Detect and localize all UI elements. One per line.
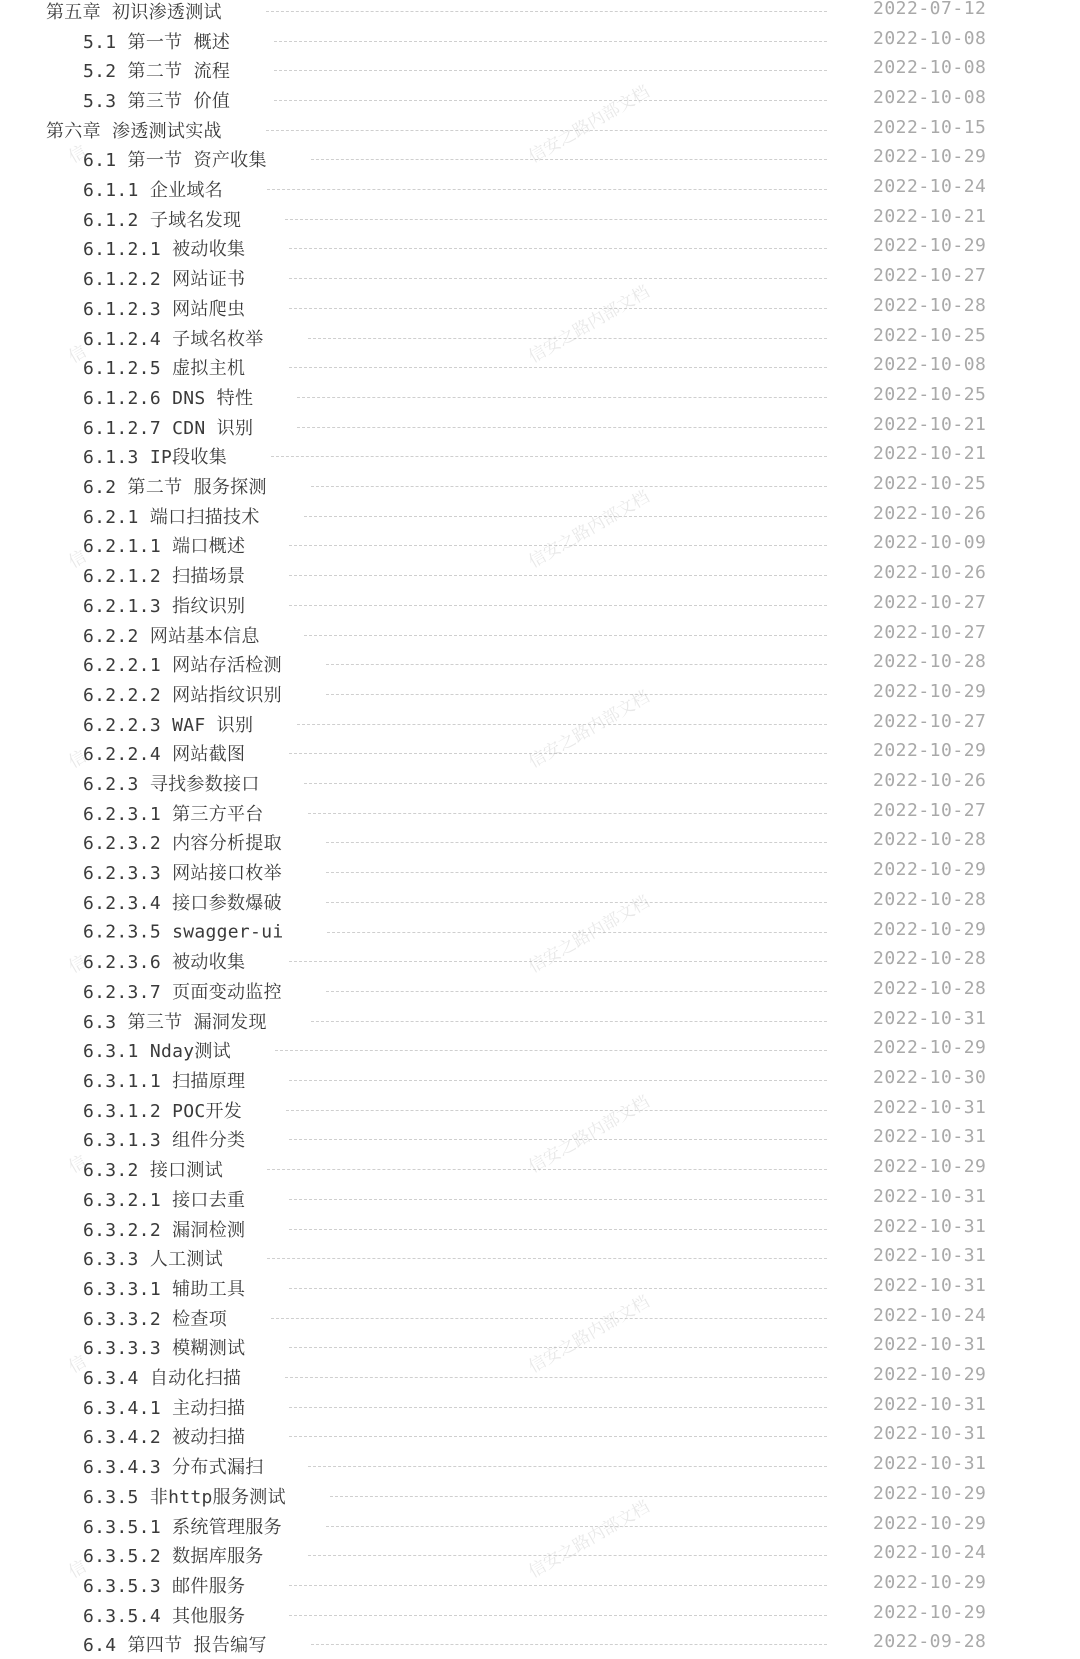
toc-entry-title[interactable]: 6.2.3.4 接口参数爆破 [83,889,282,915]
toc-leader-dots [274,41,827,42]
toc-entry-title[interactable]: 5.1 第一节 概述 [83,28,230,54]
watermark-fragment: 信 [63,947,90,977]
toc-entry-title[interactable]: 6.3.4.3 分布式漏扫 [83,1453,264,1479]
toc-leader-dots [326,991,827,992]
toc-entry[interactable] [0,1333,1080,1363]
toc-leader-dots [267,189,827,190]
watermark-text: 信安之路内部文档 [523,483,653,573]
toc-entry[interactable] [0,412,1080,442]
toc-entry[interactable] [0,85,1080,115]
toc-entry-title[interactable]: 6.2.3.5 swagger-ui [83,921,283,942]
toc-leader-dots [289,1436,827,1437]
toc-leader-dots [289,248,827,249]
toc-entry[interactable] [0,55,1080,85]
toc-entry-title[interactable]: 6.3.4.2 被动扫描 [83,1423,245,1449]
toc-entry-date: 2022-10-29 [873,1572,986,1593]
toc-entry-date: 2022-10-29 [873,1037,986,1058]
toc-entry-date: 2022-10-21 [873,443,986,464]
toc-leader-dots [267,1258,827,1259]
toc-entry-date: 2022-10-24 [873,1305,986,1326]
toc-entry-date: 2022-10-29 [873,146,986,167]
toc-entry[interactable] [0,560,1080,590]
toc-entry[interactable] [0,1600,1080,1630]
toc-entry[interactable] [0,1303,1080,1333]
toc-entry[interactable] [0,679,1080,709]
toc-entry-date: 2022-10-21 [873,206,986,227]
toc-entry-date: 2022-10-31 [873,1275,986,1296]
toc-entry-title[interactable]: 6.3.2.2 漏洞检测 [83,1216,245,1242]
toc-entry-title[interactable]: 第六章 渗透测试实战 [46,117,222,143]
toc-entry-date: 2022-10-31 [873,1245,986,1266]
toc-leader-dots [289,605,827,606]
toc-entry-title[interactable]: 6.1.2.4 子域名枚举 [83,325,264,351]
toc-entry-date: 2022-10-26 [873,562,986,583]
toc-entry[interactable] [0,115,1080,145]
toc-entry[interactable] [0,145,1080,175]
toc-leader-dots [266,130,827,131]
toc-leader-dots [308,813,827,814]
watermark-text: 信安之路内部文档 [523,1493,653,1583]
toc-entry-date: 2022-07-12 [873,0,986,19]
toc-entry-date: 2022-10-31 [873,1334,986,1355]
toc-entry[interactable] [0,1540,1080,1570]
toc-leader-dots [266,11,827,12]
toc-entry-title[interactable]: 6.2.2.3 WAF 识别 [83,711,253,737]
watermark-text: 信安之路内部文档 [523,1088,653,1178]
toc-leader-dots [289,575,827,576]
toc-entry-date: 2022-10-29 [873,1513,986,1534]
toc-entry-title[interactable]: 6.3.1.1 扫描原理 [83,1067,245,1093]
toc-entry[interactable] [0,352,1080,382]
toc-entry[interactable] [0,828,1080,858]
toc-leader-dots [285,1377,827,1378]
toc-entry[interactable] [0,382,1080,412]
toc-entry-date: 2022-10-27 [873,622,986,643]
watermark-fragment: 信 [63,1347,90,1377]
toc-entry-title[interactable]: 6.2.2.1 网站存活检测 [83,651,282,677]
toc-leader-dots [311,1644,827,1645]
toc-entry-title[interactable]: 6.2.1.2 扫描场景 [83,562,245,588]
toc-entry-title[interactable]: 6.2.3.2 内容分析提取 [83,829,282,855]
toc-leader-dots [289,753,827,754]
toc-entry-date: 2022-10-31 [873,1126,986,1147]
toc-entry-title[interactable]: 6.3.2 接口测试 [83,1156,223,1182]
toc-entry[interactable] [0,1065,1080,1095]
toc-entry[interactable] [0,1362,1080,1392]
toc-entry-title[interactable]: 6.3.5 非http服务测试 [83,1483,286,1509]
toc-leader-dots [289,367,827,368]
toc-leader-dots [289,1585,827,1586]
toc-entry[interactable] [0,1570,1080,1600]
watermark-fragment: 信 [63,1147,90,1177]
toc-entry[interactable] [0,323,1080,353]
toc-entry-title[interactable]: 6.1.2 子域名发现 [83,206,241,232]
toc-leader-dots [289,1615,827,1616]
toc-entry-title[interactable]: 6.2 第二节 服务探测 [83,473,267,499]
toc-leader-dots [304,783,827,784]
toc-entry-title[interactable]: 6.1.2.6 DNS 特性 [83,384,253,410]
toc-entry-date: 2022-10-31 [873,1186,986,1207]
toc-entry-title[interactable]: 6.3 第三节 漏洞发现 [83,1008,267,1034]
toc-leader-dots [304,635,827,636]
toc-entry-title[interactable]: 6.2.3.6 被动收集 [83,948,245,974]
toc-entry-title[interactable]: 6.2.2.2 网站指纹识别 [83,681,282,707]
toc-entry-date: 2022-10-08 [873,354,986,375]
toc-leader-dots [297,427,827,428]
toc-entry-date: 2022-10-09 [873,532,986,553]
toc-entry-title[interactable]: 6.3.5.1 系统管理服务 [83,1513,282,1539]
toc-entry-date: 2022-10-29 [873,1156,986,1177]
watermark-text: 信安之路内部文档 [523,78,653,168]
toc-leader-dots [274,70,827,71]
toc-leader-dots [289,1199,827,1200]
toc-entry-title[interactable]: 6.3.3.3 模糊测试 [83,1334,245,1360]
toc-entry-title[interactable]: 6.4 第四节 报告编写 [83,1631,267,1657]
toc-entry[interactable] [0,917,1080,947]
toc-entry-date: 2022-10-28 [873,829,986,850]
toc-entry-title[interactable]: 6.1.3 IP段收集 [83,443,227,469]
watermark-fragment: 信 [63,337,90,367]
toc-entry[interactable] [0,709,1080,739]
toc-entry-date: 2022-10-27 [873,800,986,821]
toc-entry-date: 2022-10-29 [873,1364,986,1385]
toc-entry-title[interactable]: 6.2.1.3 指纹识别 [83,592,245,618]
toc-entry[interactable] [0,768,1080,798]
toc-entry-date: 2022-10-26 [873,503,986,524]
toc-entry[interactable] [0,293,1080,323]
toc-entry-date: 2022-10-27 [873,592,986,613]
toc-entry[interactable] [0,1214,1080,1244]
toc-leader-dots [289,545,827,546]
toc-leader-dots [308,1555,827,1556]
toc-entry-title[interactable]: 6.3.1.2 POC开发 [83,1097,242,1123]
toc-leader-dots [289,1407,827,1408]
toc-entry-date: 2022-10-30 [873,1067,986,1088]
toc-entry-date: 2022-10-15 [873,117,986,138]
watermark-text: 信安之路内部文档 [523,1288,653,1378]
toc-entry-date: 2022-10-27 [873,265,986,286]
toc-entry-date: 2022-10-29 [873,740,986,761]
toc-entry-date: 2022-10-31 [873,1423,986,1444]
toc-entry-date: 2022-10-25 [873,384,986,405]
toc-leader-dots [326,872,827,873]
toc-entry[interactable] [0,471,1080,501]
toc-entry-date: 2022-10-29 [873,681,986,702]
toc-entry-title[interactable]: 6.1.2.2 网站证书 [83,265,245,291]
toc-entry[interactable] [0,1630,1080,1659]
toc-leader-dots [285,219,827,220]
toc-entry-date: 2022-10-28 [873,948,986,969]
toc-entry-date: 2022-10-29 [873,919,986,940]
toc-entry-title[interactable]: 5.3 第三节 价值 [83,87,230,113]
toc-entry[interactable] [0,0,1080,26]
toc-entry-title[interactable]: 6.3.5.2 数据库服务 [83,1542,264,1568]
toc-entry[interactable] [0,1481,1080,1511]
toc-entry-date: 2022-10-08 [873,57,986,78]
toc-leader-dots [271,1318,827,1319]
toc-entry-title[interactable]: 6.1.1 企业域名 [83,176,223,202]
toc-entry-title[interactable]: 6.3.3.1 辅助工具 [83,1275,245,1301]
toc-entry[interactable] [0,887,1080,917]
toc-entry-title[interactable]: 6.3.1 Nday测试 [83,1037,231,1063]
toc-entry-date: 2022-10-29 [873,859,986,880]
toc-leader-dots [289,1139,827,1140]
toc-entry[interactable] [0,531,1080,561]
toc-entry-date: 2022-10-31 [873,1216,986,1237]
toc-entry-date: 2022-10-26 [873,770,986,791]
toc-entry[interactable] [0,442,1080,472]
toc-entry[interactable] [0,1273,1080,1303]
toc-entry[interactable] [0,649,1080,679]
toc-leader-dots [326,1526,827,1527]
toc-entry[interactable] [0,204,1080,234]
toc-entry[interactable] [0,857,1080,887]
toc-leader-dots [327,932,827,933]
toc-leader-dots [289,1229,827,1230]
toc-leader-dots [289,278,827,279]
watermark-fragment: 信 [63,742,90,772]
toc-entry-date: 2022-10-28 [873,651,986,672]
toc-leader-dots [297,724,827,725]
toc-entry-title[interactable]: 6.3.4 自动化扫描 [83,1364,241,1390]
toc-leader-dots [330,1496,827,1497]
watermark-fragment: 信 [63,137,90,167]
toc-entry-date: 2022-10-25 [873,473,986,494]
toc-entry-title[interactable]: 6.3.3 人工测试 [83,1245,223,1271]
toc-entry-date: 2022-10-31 [873,1097,986,1118]
toc-entry-title[interactable]: 6.2.2.4 网站截图 [83,740,245,766]
toc-entry-title[interactable]: 第五章 初识渗透测试 [46,0,222,24]
toc-leader-dots [289,1288,827,1289]
toc-leader-dots [326,694,827,695]
watermark-text: 信安之路内部文档 [523,683,653,773]
toc-entry[interactable] [0,1095,1080,1125]
toc-leader-dots [311,486,827,487]
toc-entry-title[interactable]: 6.2.3.1 第三方平台 [83,800,264,826]
toc-entry[interactable] [0,1184,1080,1214]
toc-entry-title[interactable]: 6.2.3 寻找参数接口 [83,770,260,796]
toc-entry-date: 2022-10-21 [873,414,986,435]
toc-entry-title[interactable]: 6.1.2.7 CDN 识别 [83,414,253,440]
toc-entry-date: 2022-10-29 [873,1483,986,1504]
toc-leader-dots [297,397,827,398]
toc-entry-date: 2022-10-29 [873,235,986,256]
toc-entry-title[interactable]: 6.2.3.7 页面变动监控 [83,978,282,1004]
toc-entry[interactable] [0,739,1080,769]
watermark-fragment: 信 [63,1552,90,1582]
watermark-text: 信安之路内部文档 [523,278,653,368]
toc-entry-date: 2022-10-24 [873,1542,986,1563]
toc-entry[interactable] [0,263,1080,293]
toc-leader-dots [326,664,827,665]
toc-leader-dots [274,100,827,101]
toc-leader-dots [289,1347,827,1348]
toc-entry-title[interactable]: 6.2.2 网站基本信息 [83,622,260,648]
watermark-text: 信安之路内部文档 [523,888,653,978]
toc-entry-date: 2022-10-25 [873,325,986,346]
toc-entry-date: 2022-10-08 [873,28,986,49]
toc-entry-date: 2022-09-28 [873,1631,986,1652]
toc-leader-dots [289,961,827,962]
toc-entry-title[interactable]: 6.3.2.1 接口去重 [83,1186,245,1212]
toc-entry[interactable] [0,1036,1080,1066]
toc-entry-date: 2022-10-28 [873,978,986,999]
toc-entry[interactable] [0,1125,1080,1155]
toc-entry-title[interactable]: 6.2.1 端口扫描技术 [83,503,260,529]
toc-entry[interactable] [0,798,1080,828]
toc-leader-dots [304,516,827,517]
toc-entry-title[interactable]: 6.1 第一节 资产收集 [83,146,267,172]
toc-entry-title[interactable]: 6.1.2.1 被动收集 [83,235,245,261]
toc-entry-date: 2022-10-31 [873,1453,986,1474]
toc-entry-title[interactable]: 6.3.5.4 其他服务 [83,1602,245,1628]
toc-entry-title[interactable]: 6.3.5.3 邮件服务 [83,1572,245,1598]
toc-leader-dots [308,1466,827,1467]
toc-entry-title[interactable]: 5.2 第二节 流程 [83,57,230,83]
toc-entry-date: 2022-10-28 [873,889,986,910]
toc-entry[interactable] [0,1154,1080,1184]
toc-leader-dots [326,842,827,843]
toc-leader-dots [267,1169,827,1170]
toc-entry[interactable] [0,946,1080,976]
toc-entry-title[interactable]: 6.2.1.1 端口概述 [83,532,245,558]
toc-entry-title[interactable]: 6.3.1.3 组件分类 [83,1126,245,1152]
toc-entry[interactable] [0,1511,1080,1541]
toc-entry[interactable] [0,501,1080,531]
toc-entry[interactable] [0,1243,1080,1273]
toc-entry[interactable] [0,1422,1080,1452]
toc-leader-dots [289,1080,827,1081]
toc-leader-dots [275,1050,827,1051]
toc-entry[interactable] [0,976,1080,1006]
toc-leader-dots [326,902,827,903]
toc-entry-date: 2022-10-08 [873,87,986,108]
toc-entry-date: 2022-10-24 [873,176,986,197]
toc-entry-date: 2022-10-29 [873,1602,986,1623]
toc-entry[interactable] [0,590,1080,620]
toc-entry[interactable] [0,26,1080,56]
toc-entry[interactable] [0,1451,1080,1481]
toc-entry[interactable] [0,1392,1080,1422]
toc-entry-title[interactable]: 6.2.3.3 网站接口枚举 [83,859,282,885]
toc-entry[interactable] [0,174,1080,204]
toc-leader-dots [271,456,827,457]
toc-leader-dots [311,159,827,160]
toc-entry[interactable] [0,1006,1080,1036]
toc-entry-title[interactable]: 6.3.4.1 主动扫描 [83,1394,245,1420]
toc-entry-date: 2022-10-27 [873,711,986,732]
toc-entry-date: 2022-10-31 [873,1394,986,1415]
toc-entry-title[interactable]: 6.3.3.2 检查项 [83,1305,227,1331]
toc-leader-dots [289,308,827,309]
toc-entry[interactable] [0,234,1080,264]
toc-entry[interactable] [0,620,1080,650]
toc-entry-title[interactable]: 6.1.2.5 虚拟主机 [83,354,245,380]
toc-entry-title[interactable]: 6.1.2.3 网站爬虫 [83,295,245,321]
toc-entry-date: 2022-10-28 [873,295,986,316]
toc-leader-dots [311,1021,827,1022]
toc-leader-dots [286,1110,827,1111]
toc-entry-date: 2022-10-31 [873,1008,986,1029]
toc-leader-dots [308,338,827,339]
watermark-fragment: 信 [63,542,90,572]
